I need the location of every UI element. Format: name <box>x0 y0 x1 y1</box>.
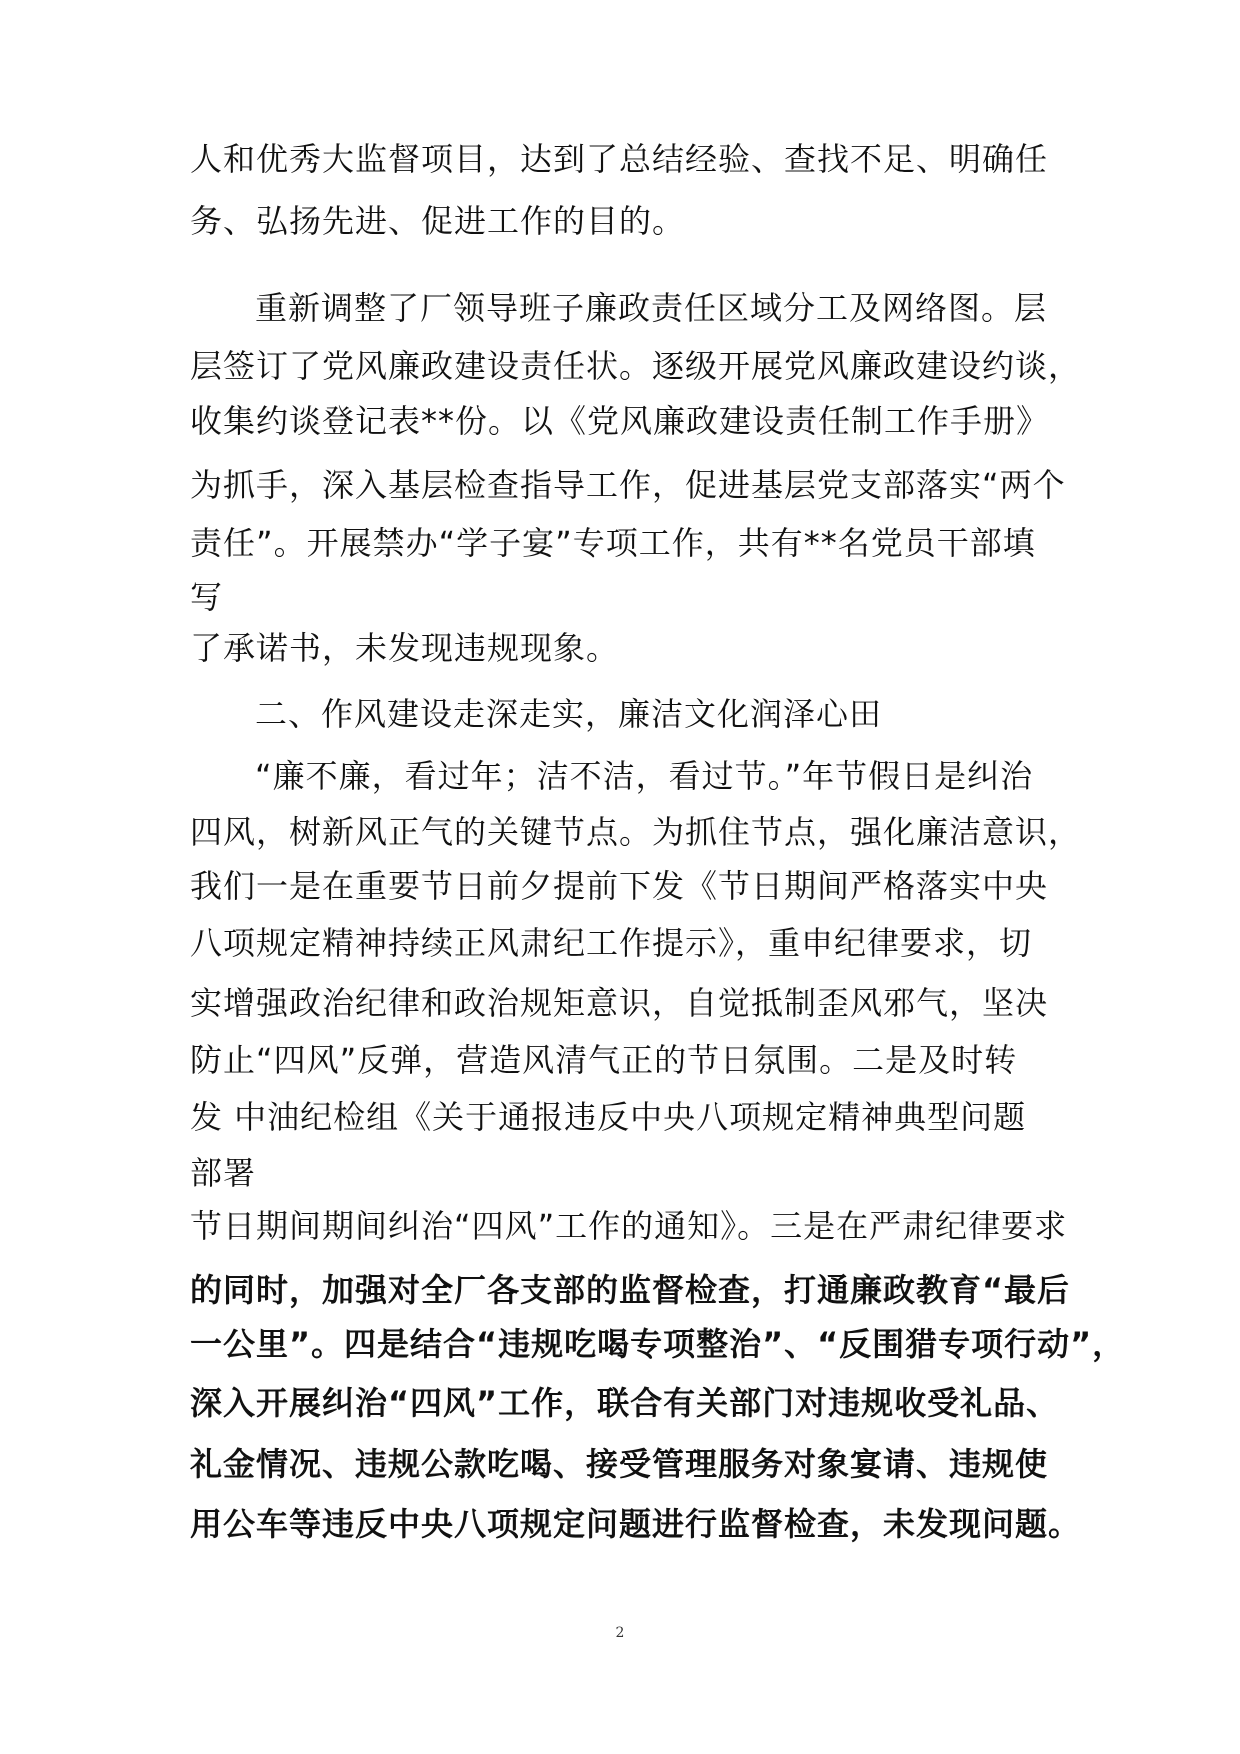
text-line: 写 <box>190 578 224 616</box>
text-line: 的同时，加强对全厂各支部的监督检查，打通廉政教育“最后 <box>190 1271 1071 1309</box>
text-line: 层签订了党风廉政建设责任状。逐级开展党风廉政建设约谈， <box>190 347 1082 385</box>
text-line: 人和优秀大监督项目，达到了总结经验、查找不足、明确任 <box>190 140 1049 178</box>
text-line: 深入开展纠治“四风”工作，联合有关部门对违规收受礼品、 <box>190 1384 1060 1422</box>
text-line: 礼金情况、违规公款吃喝、接受管理服务对象宴请、违规使 <box>190 1445 1049 1483</box>
paragraph-start-line: 重新调整了厂领导班子廉政责任区域分工及网络图。层 <box>255 289 1048 327</box>
text-line: 了承诺书，未发现违规现象。 <box>190 629 620 667</box>
text-line: 责任”。开展禁办“学子宴”专项工作，共有**名党员干部填 <box>190 524 1036 562</box>
text-line: 收集约谈登记表**份。以《党风廉政建设责任制工作手册》 <box>190 402 1050 440</box>
text-line: 发 中油纪检组《关于通报违反中央八项规定精神典型问题 <box>190 1098 1027 1136</box>
section-heading: 二、作风建设走深走实，廉洁文化润泽心田 <box>255 695 883 733</box>
text-line: 四风，树新风正气的关键节点。为抓住节点，强化廉洁意识， <box>190 813 1082 851</box>
paragraph-start-line: “廉不廉，看过年；洁不洁，看过节。”年节假日是纠治 <box>255 757 1034 795</box>
text-line: 节日期间期间纠治“四风”工作的通知》。三是在严肃纪律要求 <box>190 1207 1068 1245</box>
text-line: 我们一是在重要节日前夕提前下发《节日期间严格落实中央 <box>190 867 1049 905</box>
text-line: 用公车等违反中央八项规定问题进行监督检查，未发现问题。 <box>190 1505 1082 1543</box>
text-line: 实增强政治纪律和政治规矩意识，自觉抵制歪风邪气，坚决 <box>190 984 1049 1022</box>
text-line: 八项规定精神持续正风肃纪工作提示》，重申纪律要求，切 <box>190 924 1033 962</box>
page-number: 2 <box>615 1625 625 1641</box>
text-line: 一公里”。四是结合“违规吃喝专项整治”、“反围猎专项行动”， <box>190 1325 1126 1363</box>
text-line: 部署 <box>190 1154 257 1192</box>
text-line: 务、弘扬先进、促进工作的目的。 <box>190 202 686 240</box>
text-line: 为抓手，深入基层检查指导工作，促进基层党支部落实“两个 <box>190 466 1066 504</box>
text-line: 防止“四风”反弹，营造风清气正的节日氛围。二是及时转 <box>190 1041 1018 1079</box>
